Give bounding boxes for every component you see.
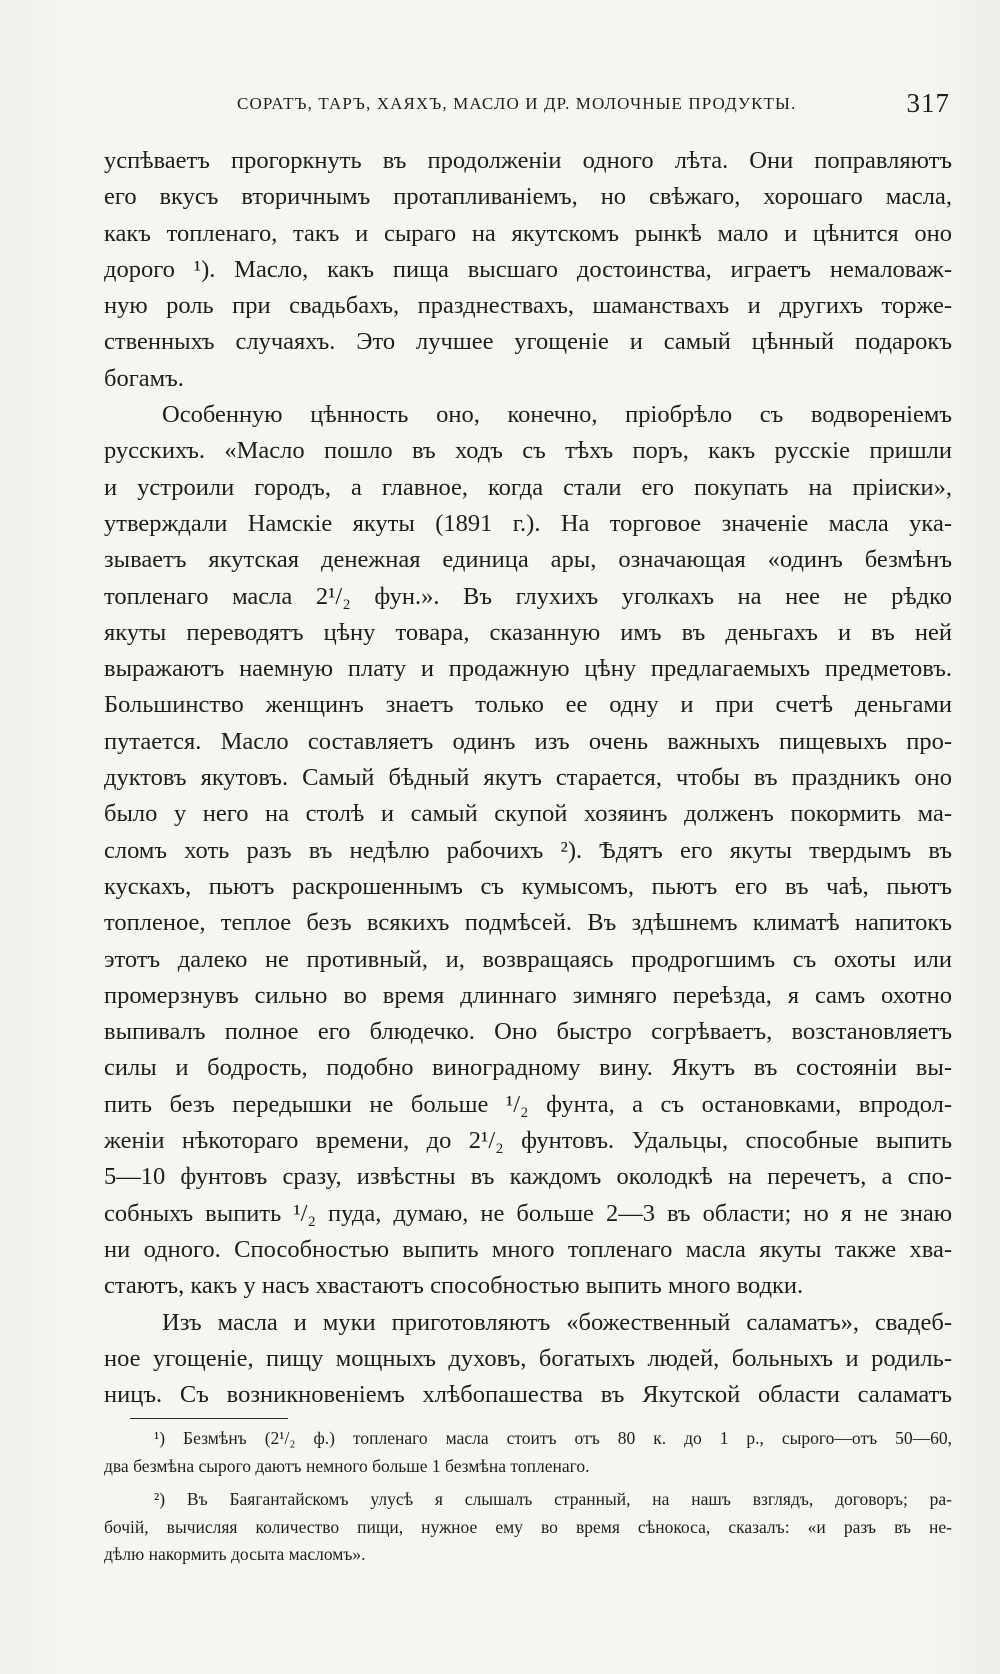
text-line: промерзнувъ сильно во время длиннаго зимняго переѣзда, я самъ охотно	[104, 981, 952, 1009]
text-line: успѣваетъ прогоркнуть въ продолженіи одного лѣта. Они поправляютъ	[104, 147, 952, 174]
footnotes	[104, 1425, 952, 1569]
text-line: кускахъ, пьютъ раскрошеннымъ съ кумысомъ, пьютъ его въ чаѣ, пьютъ	[104, 872, 952, 900]
text-line: дуктовъ якутовъ. Самый бѣдный якутъ старается, чтобы въ праздникъ оно	[104, 764, 952, 792]
text-line: утверждали Намскіе якуты (1891 г.). На торговое значеніе масла ука-	[104, 509, 952, 537]
text-line: Изъ масла и муки приготовляютъ «божественный саламатъ», свадеб-	[162, 1308, 952, 1336]
text-line: ницъ. Съ возникновеніемъ хлѣбопашества въ Якутской области саламатъ	[104, 1381, 952, 1409]
footnote-rule	[130, 1418, 288, 1419]
text-line: какъ топленаго, такъ и сыраго на якутскомъ рынкѣ мало и цѣнится оно	[104, 219, 952, 247]
text-line: ственныхъ случаяхъ. Это лучшее угощеніе и самый цѣнный подарокъ	[104, 328, 952, 356]
text-line: его вкусъ вторичнымъ протапливаніемъ, но свѣжаго, хорошаго масла,	[104, 183, 952, 211]
text-line: женіи нѣкотораго времени, до 2¹/₂ фунтовъ. Удальцы, способные выпить	[104, 1127, 952, 1155]
body-text	[104, 143, 952, 1413]
text-line: собныхъ выпить ¹/₂ пуда, думаю, не больше 2—3 въ области; но я не знаю	[104, 1199, 952, 1227]
text-line: путается. Масло составляетъ одинъ изъ очень важныхъ пищевыхъ про-	[104, 727, 952, 755]
text-line: этотъ далеко не противный, и, возвращаясь продрогшимъ съ охоты или	[104, 945, 952, 973]
text-line: богамъ.	[104, 364, 184, 392]
text-line: якуты переводятъ цѣну товара, сказанную имъ въ деньгахъ и въ ней	[104, 618, 952, 646]
footnote-line: ²) Въ Баягантайскомъ улусѣ я слышалъ странный, на нашъ взглядъ, договоръ; ра-	[154, 1489, 952, 1509]
text-line: 5—10 фунтовъ сразу, извѣстны въ каждомъ околодкѣ на перечетъ, а спо-	[104, 1163, 952, 1191]
page-number: 317	[906, 88, 950, 118]
text-line: русскихъ. «Масло пошло въ ходъ съ тѣхъ поръ, какъ русскіе пришли	[104, 437, 952, 465]
text-line: зываетъ якутская денежная единица ары, означающая «одинъ безмѣнъ	[104, 546, 952, 574]
text-line: топленое, теплое безъ всякихъ подмѣсей. Въ здѣшнемъ климатѣ напитокъ	[104, 909, 952, 937]
running-head	[95, 88, 950, 120]
text-line: выпивалъ полное его блюдечко. Оно быстро согрѣваетъ, возстановляетъ	[104, 1018, 952, 1046]
text-line: пить безъ передышки не больше ¹/₂ фунта, а съ остановками, впродол-	[104, 1090, 952, 1118]
running-title: СОРАТЪ, ТАРЪ, ХАЯХЪ, МАСЛО И ДР. МОЛОЧНЫЕ ПРОДУКТЫ.	[237, 94, 797, 113]
footnote-line: дѣлю накормить досыта масломъ».	[104, 1544, 366, 1564]
footnote-line: два безмѣна сырого даютъ немного больше 1 безмѣна топленаго.	[104, 1455, 590, 1476]
text-line: стаютъ, какъ у насъ хвастаютъ способностью выпить много водки.	[104, 1272, 804, 1300]
footnote-line: бочій, вычисляя количество пищи, нужное ему во время сѣнокоса, сказалъ: «и разъ въ не-	[104, 1516, 952, 1537]
text-line: Большинство женщинъ знаетъ только ее одну и при счетѣ деньгами	[104, 691, 952, 719]
text-line: ную роль при свадьбахъ, празднествахъ, шаманствахъ и другихъ торже-	[104, 292, 952, 320]
text-line: дорого ¹). Масло, какъ пища высшаго достоинства, играетъ немаловаж-	[104, 255, 952, 283]
text-line: ни одного. Способностью выпить много топленаго масла якуты также хва-	[104, 1235, 952, 1263]
text-line: выражаютъ наемную плату и продажную цѣну предлагаемыхъ предметовъ.	[104, 655, 952, 683]
footnote-line: ¹) Безмѣнъ (2¹/₂ ф.) топленаго масла стоитъ отъ 80 к. до 1 р., сырого—отъ 50—60,	[154, 1428, 952, 1448]
text-line: ное угощеніе, пищу мощныхъ духовъ, богатыхъ людей, больныхъ и родиль-	[104, 1344, 952, 1372]
text-line: сломъ хоть разъ въ недѣлю рабочихъ ²). Ѣдятъ его якуты твердымъ въ	[104, 836, 952, 864]
text-line: силы и бодрость, подобно виноградному вину. Якутъ въ состояніи вы-	[104, 1054, 952, 1082]
text-line: и устроили городъ, а главное, когда стали его покупать на пріиски»,	[104, 473, 952, 501]
text-line: было у него на столѣ и самый скупой хозяинъ долженъ покормить ма-	[104, 800, 952, 828]
text-line: Особенную цѣнность оно, конечно, пріобрѣло съ водвореніемъ	[162, 401, 952, 429]
text-line: топленаго масла 2¹/₂ фун.». Въ глухихъ уголкахъ на нее не рѣдко	[104, 582, 952, 610]
